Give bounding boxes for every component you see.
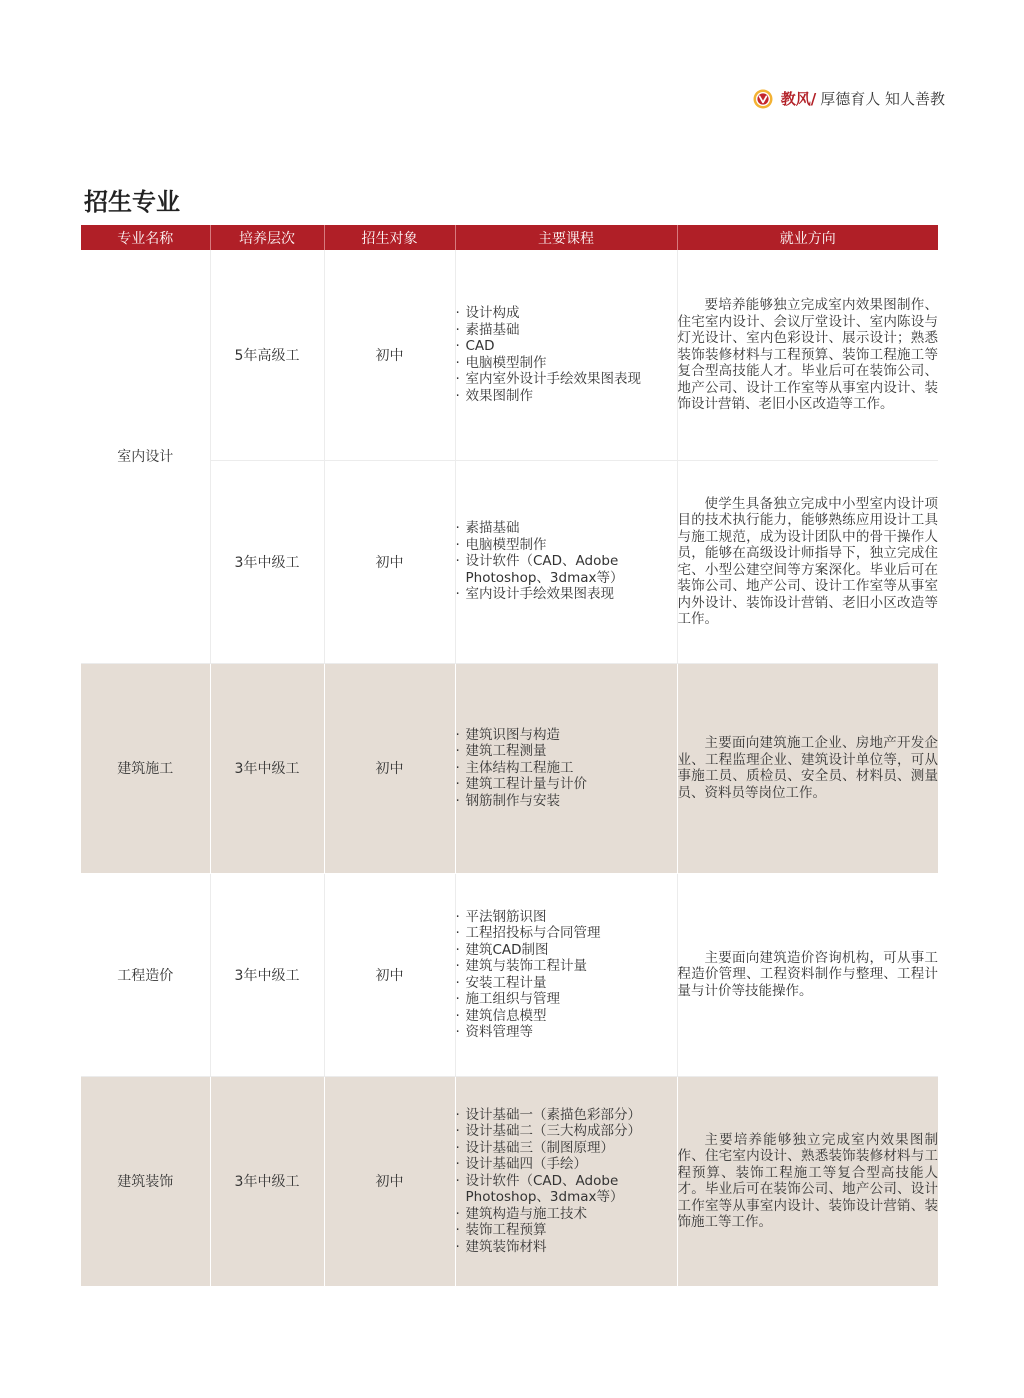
header-enrollment-target: 招生对象 [324,225,455,250]
table-row [81,873,938,1076]
course-item: · 施工组织与管理 [456,991,677,1008]
training-level: 3年中级工 [210,460,324,663]
course-item: · 设计基础二（三大构成部分） [456,1123,677,1140]
course-item: · 电脑模型制作 [456,355,677,372]
training-level: 3年中级工 [210,663,324,873]
course-item: · 设计构成 [456,305,677,322]
course-item: · 建筑识图与构造 [456,727,677,744]
course-item: · 建筑装饰材料 [456,1239,677,1256]
course-item: · 设计软件（CAD、Adobe Photoshop、3dmax等） [456,553,677,586]
course-item: · 建筑CAD制图 [456,942,677,959]
course-list [456,727,677,810]
course-item: · 设计基础一（素描色彩部分） [456,1107,677,1124]
motto-text: 厚德育人 知人善教 [820,90,945,108]
header-training-level: 培养层次 [210,225,324,250]
enrollment-target: 初中 [324,460,455,663]
course-item: · 平法钢筋识图 [456,909,677,926]
training-level: 3年中级工 [210,1076,324,1286]
table-row [81,1076,938,1286]
section-title: 招生专业 [84,188,180,216]
course-item: · 室内设计手绘效果图表现 [456,586,677,603]
course-list [456,909,677,1041]
table-row [81,460,938,663]
enrollment-target: 初中 [324,250,455,460]
course-item: · 资料管理等 [456,1024,677,1041]
table-header-row [81,225,938,250]
course-item: · 建筑工程测量 [456,743,677,760]
course-item: · 电脑模型制作 [456,537,677,554]
course-item: · CAD [456,338,677,355]
table-row [81,250,938,460]
course-item: · 建筑构造与施工技术 [456,1206,677,1223]
career-direction [677,873,938,1076]
course-list [456,520,677,603]
course-item: · 设计软件（CAD、Adobe Photoshop、3dmax等） [456,1173,677,1206]
majors-table [81,225,938,1287]
course-item: · 建筑与装饰工程计量 [456,958,677,975]
course-item: · 安装工程计量 [456,975,677,992]
career-direction [677,1076,938,1286]
major-name: 工程造价 [81,873,210,1076]
course-item: · 装饰工程预算 [456,1222,677,1239]
course-item: · 设计基础三（制图原理） [456,1140,677,1157]
main-courses [455,250,677,460]
course-list [456,305,677,404]
course-item: · 工程招投标与合同管理 [456,925,677,942]
course-item: · 素描基础 [456,322,677,339]
enrollment-target: 初中 [324,1076,455,1286]
career-text: 使学生具备独立完成中小型室内设计项目的技术执行能力，能够熟练应用设计工具与施工规范，成为设计团队中的骨干操作人员，能够在高级设计师指导下，独立完成住宅、小型公建空间等方案深化。毕业后可在装饰公司、地产公司、设计工作室等从事室内外设计、装饰设计营销、老旧小区改造等工作。 [677,495,938,627]
major-name: 室内设计 [81,250,210,663]
table-row [81,663,938,873]
career-text: 主要面向建筑施工企业、房地产开发企业、工程监理企业、建筑设计单位等，可从事施工员、质检员、安全员、材料员、测量员、资料员等岗位工作。 [677,735,938,801]
career-direction [677,250,938,460]
course-item: · 建筑信息模型 [456,1008,677,1025]
main-courses [455,663,677,873]
school-logo-icon [753,89,773,109]
header-major-name: 专业名称 [81,225,210,250]
major-name: 建筑装饰 [81,1076,210,1286]
career-text: 主要面向建筑造价咨询机构，可从事工程造价管理、工程资料制作与整理、工程计量与计价等技能操作。 [677,949,938,999]
course-item: · 素描基础 [456,520,677,537]
header-career-direction: 就业方向 [677,225,938,250]
career-direction [677,460,938,663]
course-item: · 钢筋制作与安装 [456,793,677,810]
training-level: 5年高级工 [210,250,324,460]
main-courses [455,1076,677,1286]
course-item: · 设计基础四（手绘） [456,1156,677,1173]
training-level: 3年中级工 [210,873,324,1076]
course-item: · 主体结构工程施工 [456,760,677,777]
career-text: 要培养能够独立完成室内效果图制作、住宅室内设计、会议厅堂设计、室内陈设与灯光设计、室内色彩设计、展示设计；熟悉装饰装修材料与工程预算、装饰工程施工等复合型高技能人才。毕业后可在装饰公司、地产公司、设计工作室等从事室内设计、装饰设计营销、老旧小区改造等工作。 [677,297,938,412]
course-list [456,1107,677,1256]
career-text: 主要培养能够独立完成室内效果图制作、住宅室内设计、熟悉装饰装修材料与工程预算、装饰工程施工等复合型高技能人才。毕业后可在装饰公司、地产公司、设计工作室等从事室内设计、装饰设计营销、装饰施工等工作。 [677,1131,938,1230]
course-item: · 建筑工程计量与计价 [456,776,677,793]
major-name: 建筑施工 [81,663,210,873]
main-courses [455,873,677,1076]
enrollment-target: 初中 [324,873,455,1076]
motto-label: 教风/ [780,90,817,108]
header-motto [753,89,945,109]
course-item: · 室内室外设计手绘效果图表现 [456,371,677,388]
enrollment-target: 初中 [324,663,455,873]
career-direction [677,663,938,873]
main-courses [455,460,677,663]
header-main-courses: 主要课程 [455,225,677,250]
course-item: · 效果图制作 [456,388,677,405]
